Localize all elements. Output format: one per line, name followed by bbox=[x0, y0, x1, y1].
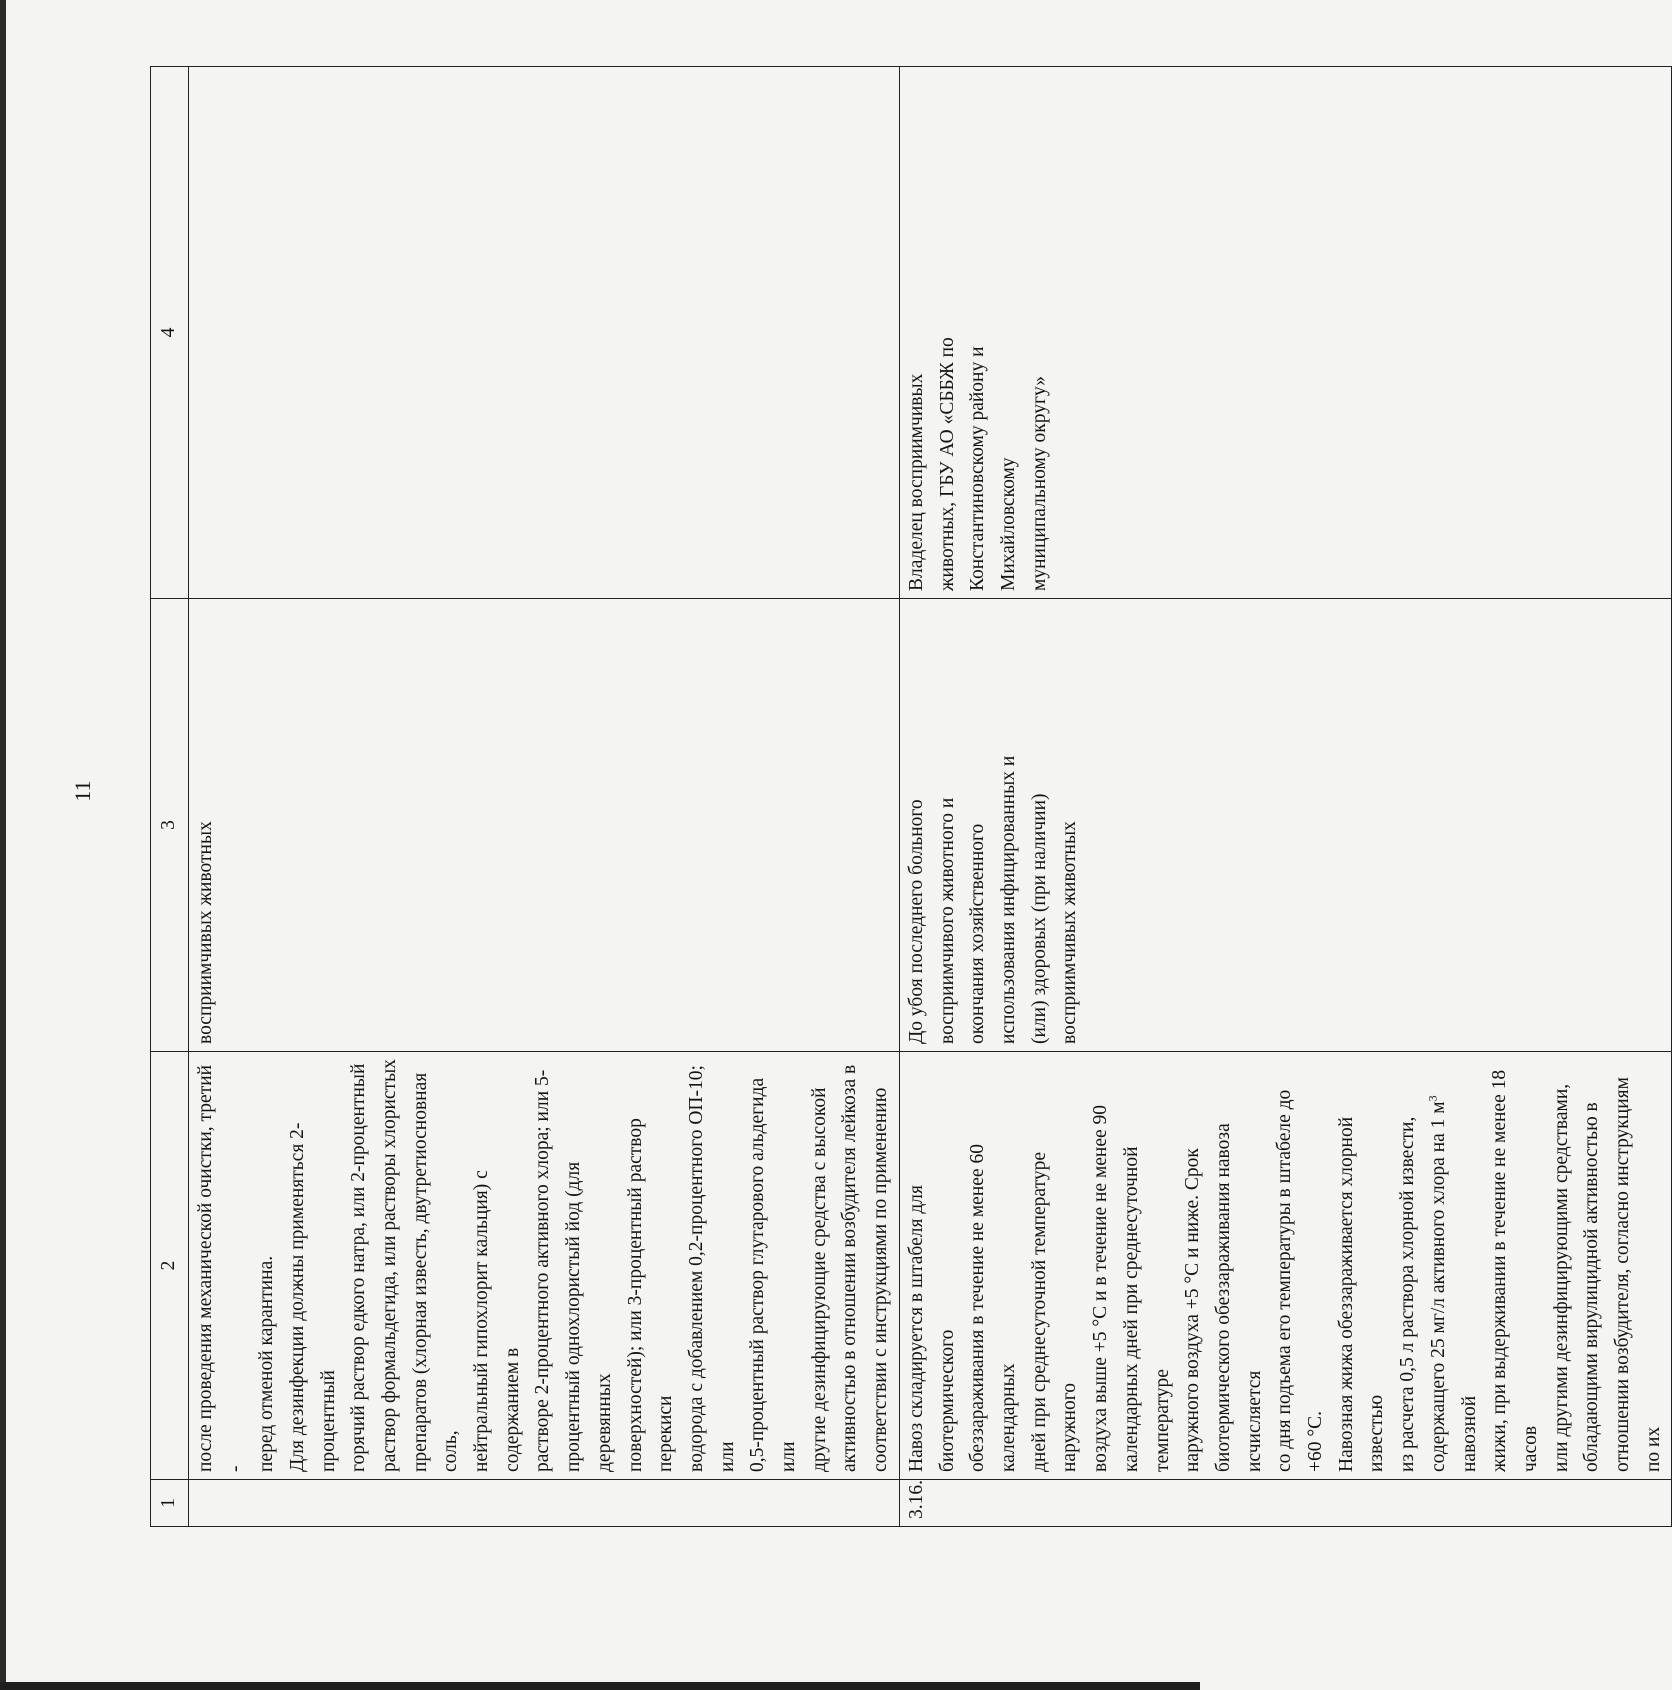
measure-text-part-b: навозной жижи, при выдерживании в течение не менее 18 часов или другими дезинфицирующими средствами, обладающими вирулицидной активностью в отношении возбудителя, согласно инструкциям по их bbox=[1458, 1069, 1664, 1472]
table-header-row bbox=[151, 67, 189, 1527]
term-cell: До убоя последнего больного восприимчивого животного и окончания хозяйственного использования инфицированных и (или) здоровых (при наличии) восприимчивых животных bbox=[899, 599, 1672, 1052]
page-number: 11 bbox=[70, 780, 95, 802]
header-col-3: 3 bbox=[151, 599, 189, 1052]
scan-edge-bottom bbox=[0, 1682, 1200, 1690]
header-col-1: 1 bbox=[151, 1480, 189, 1527]
table-row bbox=[188, 67, 899, 1527]
rotated-table-frame bbox=[150, 67, 1664, 1527]
measure-text-part-a: Навоз складируется в штабеля для биотермического обеззараживания в течение не менее 60 календарных дней при среднесуточной температуре наружного воздуха выше +5 °С и в течение не менее 90 календарных дней при среднесуточной температуре наружного воздуха +5 °С и ниже. Срок биотермического обеззараживания навоза исчисляется со дня подъема его температуры в штабеле до +60 °С. Навозная жижа обеззараживается хлорной известью из расчета 0,5 л раствора хлорной извести, содержащего 25 мг/л активного хлора на 1 м bbox=[905, 1089, 1449, 1472]
header-col-4: 4 bbox=[151, 67, 189, 599]
scan-edge-left bbox=[0, 0, 6, 1690]
cubic-superscript: 3 bbox=[1425, 1095, 1440, 1102]
term-cell: восприимчивых животных bbox=[188, 599, 899, 1052]
row-number-cell: 3.16. bbox=[899, 1480, 1672, 1527]
measure-cell: после проведения механической очистки, третий - перед отменой карантина. Для дезинфекции должны применяться 2-процентный горячий раствор едкого натра, или 2-процентный раствор формальдегида, или растворы хлористых препаратов (хлорная известь, двутретиосновная соль, нейтральный гипохлорит кальция) с содержанием в растворе 2-процентного активного хлора; или 5- процентный однохлористый йод (для деревянных поверхностей); или 3-процентный раствор перекиси водорода с добавлением 0,2-процентного ОП-10; или 0,5-процентный раствор глутарового альдегида или другие дезинфицирующие средства с высокой активностью в отношении возбудителя лейкоза в соответствии с инструкциями по применению bbox=[188, 1052, 899, 1480]
table-row bbox=[899, 67, 1672, 1527]
measure-cell bbox=[899, 1052, 1672, 1480]
header-col-2: 2 bbox=[151, 1052, 189, 1480]
responsible-cell: Владелец восприимчивых животных, ГБУ АО «СББЖ по Константиновскому району и Михайловскому муниципальному округу» bbox=[899, 67, 1672, 599]
responsible-cell bbox=[188, 67, 899, 599]
row-number-cell bbox=[188, 1480, 899, 1527]
measures-table bbox=[150, 66, 1672, 1527]
